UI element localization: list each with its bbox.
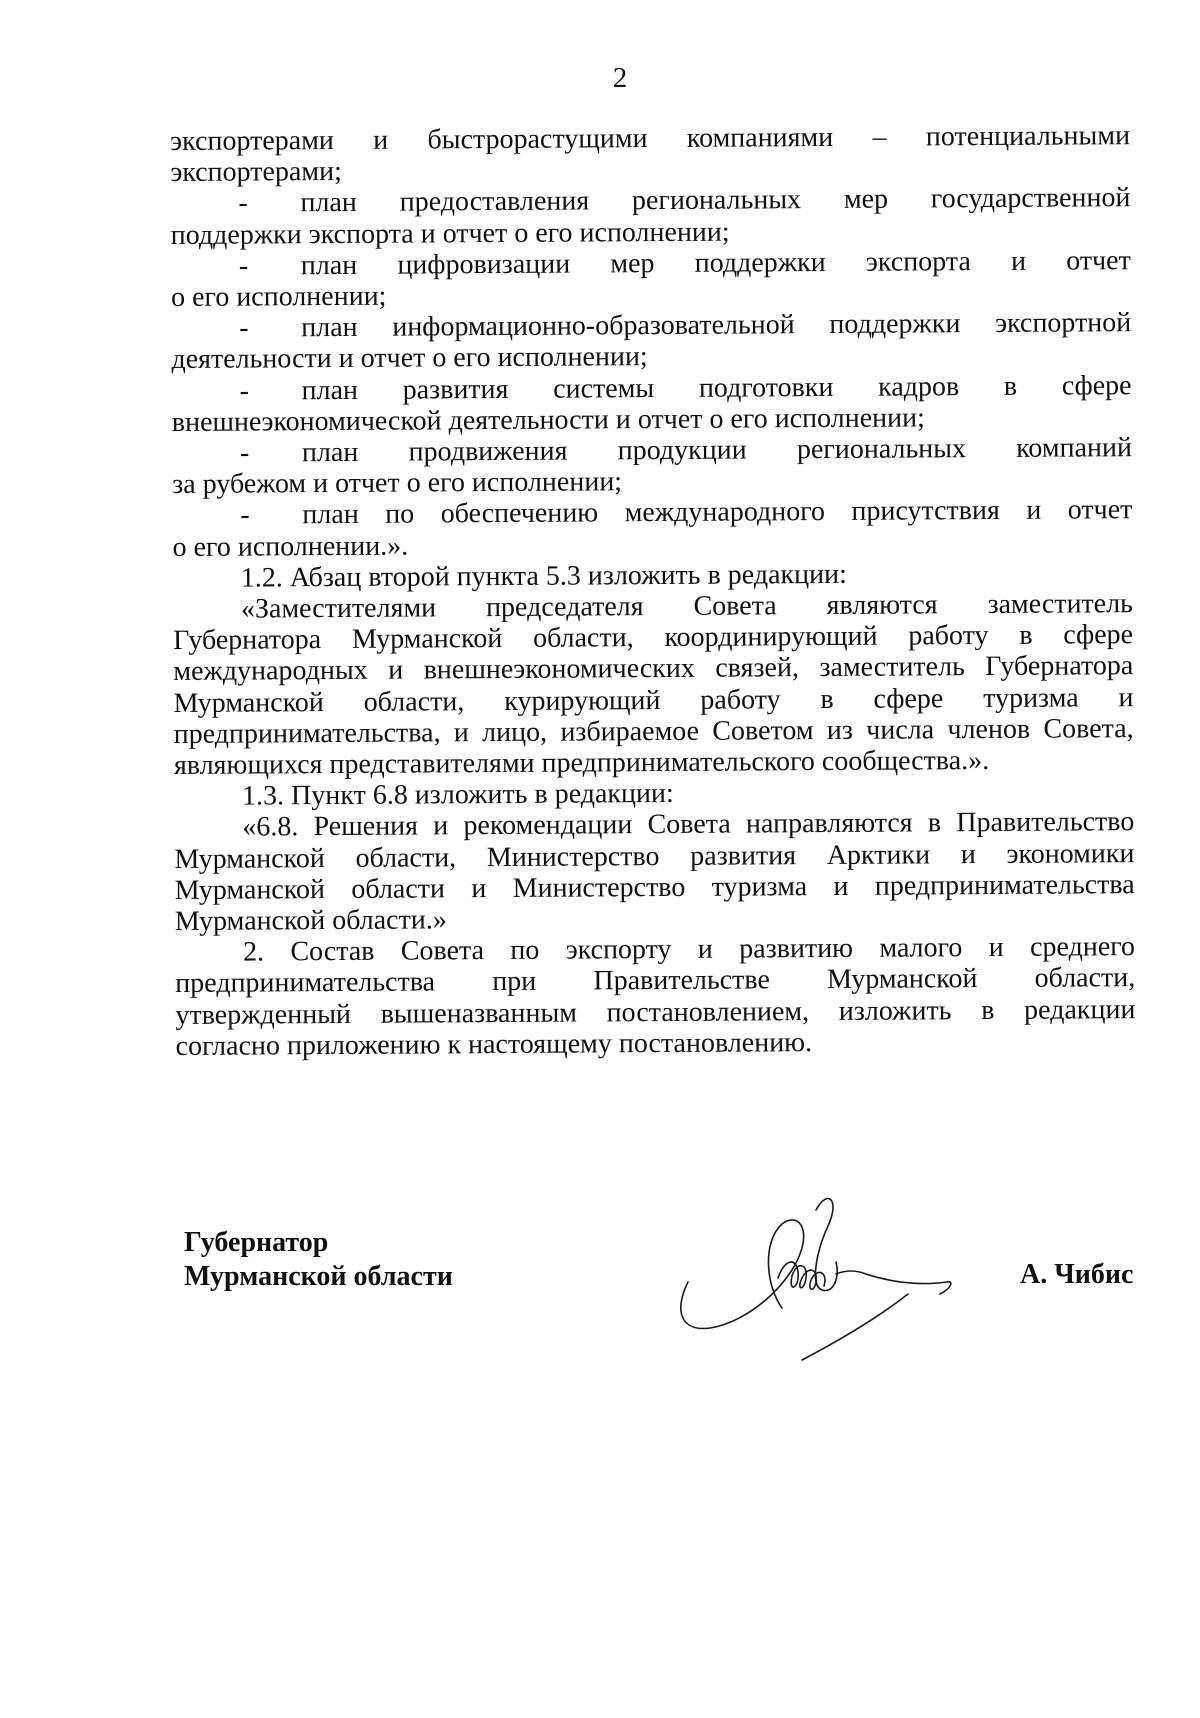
word: кадров (878, 370, 960, 403)
list-dash-marker: - (239, 437, 250, 469)
word: план (302, 499, 359, 531)
word: и (1026, 495, 1042, 527)
justified-line (170, 120, 1130, 157)
word: и (471, 872, 487, 904)
word: Правительстве (593, 964, 770, 997)
word: Решения (313, 810, 419, 843)
list-item-first-line (172, 494, 1132, 531)
word: международного (624, 496, 826, 529)
paragraph-first-line-text: 1.2. Абзац второй пункта 5.3 изложить в редакции: (240, 558, 847, 594)
word: связей, (715, 652, 800, 685)
word: обеспечению (440, 497, 599, 530)
word: Губернатора (173, 624, 322, 657)
word: заместитель (819, 651, 965, 684)
word: экспорту (565, 934, 672, 966)
word: и (1010, 245, 1027, 277)
signatory-title-line-1: Губернатор (184, 1227, 329, 1258)
text-line: экспортерами; (170, 156, 342, 189)
word: 2. (242, 936, 265, 968)
list-item-words (301, 307, 1131, 343)
word: компаний (1016, 432, 1133, 464)
word: и (388, 654, 404, 687)
word: Совета (693, 590, 777, 622)
paragraph-first-line-words (242, 806, 1134, 843)
word: экспортной (994, 307, 1132, 340)
list-item-words (302, 494, 1132, 530)
word: направляются (745, 807, 913, 840)
page-number: 2 (612, 62, 628, 94)
word: Мурманской (173, 686, 324, 719)
word: и (433, 810, 449, 842)
word: региональных (796, 433, 967, 466)
word: региональных (631, 184, 802, 217)
word: и (373, 124, 389, 156)
text-line: поддержки экспорта и отчет о его исполнении; (170, 216, 730, 251)
word: внешнеэкономических (423, 653, 695, 686)
word: план (300, 187, 357, 219)
word: малого (879, 932, 963, 964)
list-dash-marker: - (240, 499, 250, 531)
word: председателя (485, 591, 644, 624)
word: государственной (930, 182, 1131, 215)
word: области, (355, 841, 457, 874)
justified-line (175, 994, 1135, 1031)
word: развития (402, 373, 509, 406)
list-item-words (302, 370, 1132, 406)
word: числа (866, 714, 935, 746)
list-dash-marker: - (238, 250, 249, 282)
text-line: о его исполнении.». (172, 530, 409, 563)
word: по (385, 498, 415, 531)
word: Совета, (1043, 712, 1134, 745)
word: экспорта (865, 245, 971, 278)
word: системы (553, 372, 655, 405)
list-item-first-line (170, 183, 1130, 220)
word: и (697, 933, 713, 965)
word: отчет (1066, 244, 1131, 277)
word: среднего (1029, 931, 1136, 963)
word: вышеназванным (380, 997, 578, 1030)
list-item-words (300, 183, 1130, 219)
word: предпринимательства, (173, 717, 441, 750)
text-line: о его исполнении; (170, 280, 387, 313)
word: компаниями (686, 121, 834, 154)
word: туризма (711, 870, 808, 903)
word: сфере (1061, 369, 1132, 402)
word: избираемое (560, 715, 700, 748)
word: мер (610, 247, 655, 280)
list-item-first-line (171, 245, 1131, 282)
word: членов (947, 713, 1031, 745)
list-item-first-line (172, 370, 1132, 407)
word: и (1118, 681, 1134, 713)
document-body (170, 120, 1136, 1062)
word: быстрорастущими (427, 123, 648, 156)
word: – (872, 121, 887, 153)
word: продукции (617, 434, 747, 467)
word: координирующий (664, 620, 878, 654)
word: Мурманской (174, 842, 325, 875)
text-line: внешнеэкономической деятельности и отчет о его исполнении; (171, 402, 925, 438)
word: Совета (400, 935, 485, 967)
word: подготовки (698, 371, 834, 404)
list-item-words (301, 245, 1131, 281)
word: Министерство (486, 840, 660, 873)
word: сфере (873, 682, 944, 715)
paragraph-first-line-text: 1.3. Пункт 6.8 изложить в редакции: (242, 778, 674, 812)
word: экономики (1006, 837, 1135, 870)
paragraph-first-line (174, 806, 1134, 843)
word: Состав (290, 935, 375, 968)
word: развития (690, 839, 797, 872)
word: мер (843, 184, 889, 216)
handwritten-signature (670, 1190, 970, 1370)
word: план (301, 436, 359, 469)
justified-line (174, 713, 1134, 750)
list-item-words (302, 432, 1132, 468)
word: редакции (1023, 993, 1136, 1026)
word: предпринимательства (175, 966, 436, 1000)
word: цифровизации (397, 248, 571, 281)
word: изложить (838, 994, 952, 1027)
word: области, (363, 685, 465, 718)
list-item-first-line (171, 307, 1131, 344)
word: план (301, 312, 358, 344)
paragraph-first-line-words (243, 931, 1135, 968)
word: при (492, 966, 537, 998)
list-dash-marker: - (239, 375, 250, 407)
word: и (453, 716, 469, 749)
word: в (981, 994, 995, 1026)
word: потенциальными (925, 120, 1131, 153)
word: план (301, 374, 359, 406)
word: области, (1034, 962, 1136, 995)
word: Мурманской (826, 963, 978, 996)
word: рекомендации (463, 809, 633, 842)
word: поддержки (829, 308, 961, 341)
word: заместитель (987, 588, 1133, 620)
signatory-title-line-2: Мурманской области (184, 1261, 453, 1292)
word: предоставления (399, 185, 590, 219)
text-line: согласно приложению к настоящему постановлению. (175, 1026, 813, 1062)
word: международных (173, 655, 368, 688)
text-line: деятельности и отчет о его исполнении; (171, 341, 648, 376)
word: Мурманской (174, 873, 326, 906)
list-dash-marker: - (239, 312, 249, 344)
word: Советом (712, 714, 814, 747)
word: «Заместителями (240, 592, 437, 625)
word: постановлением, (606, 995, 810, 1028)
word: из (826, 714, 854, 746)
text-line: за рубежом и отчет о его исполнении; (172, 466, 623, 501)
paragraph-first-line-words (241, 588, 1133, 625)
justified-line (175, 869, 1135, 906)
word: Арктики (826, 838, 931, 871)
word: области, (532, 622, 634, 654)
word: в (1019, 619, 1033, 651)
text-line: являющихся представителями предпринимательского сообщества.». (173, 744, 990, 781)
word: туризма (983, 681, 1079, 714)
word: Совета (647, 808, 731, 841)
word: в (1003, 370, 1018, 402)
list-item-first-line (172, 432, 1132, 469)
word: курирующий (504, 684, 661, 717)
word: информационно-образовательной (392, 309, 795, 343)
word: «6.8. (242, 811, 299, 843)
signatory-title (184, 1226, 453, 1294)
signatory-name: А. Чибис (1020, 1259, 1134, 1290)
word: предпринимательства (874, 868, 1135, 902)
word: работу (908, 620, 989, 652)
word: экспортерами (170, 124, 334, 157)
text-line: Мурманской области.» (174, 904, 447, 937)
paragraph-first-line (173, 588, 1133, 625)
word: по (510, 934, 540, 967)
word: развитию (739, 932, 854, 965)
word: присутствия (851, 495, 1000, 528)
paragraph-first-line (175, 931, 1135, 968)
word: работу (700, 683, 781, 716)
word: и (960, 838, 976, 870)
word: Губернатора (985, 650, 1134, 683)
word: Мурманской (351, 623, 503, 656)
word: план (300, 249, 358, 281)
word: в (820, 683, 834, 715)
word: в (927, 807, 942, 839)
word: области (351, 873, 446, 905)
word: Правительство (956, 806, 1135, 839)
word: и (833, 870, 849, 902)
word: сфере (1063, 619, 1134, 651)
word: и (988, 932, 1004, 964)
word: отчет (1067, 494, 1133, 526)
word: утвержденный (175, 998, 352, 1031)
word: поддержки (694, 246, 826, 279)
word: Министерство (512, 871, 686, 904)
word: являются (826, 589, 938, 621)
list-dash-marker: - (238, 187, 248, 219)
word: продвижения (408, 435, 568, 468)
word: лицо, (482, 716, 548, 748)
